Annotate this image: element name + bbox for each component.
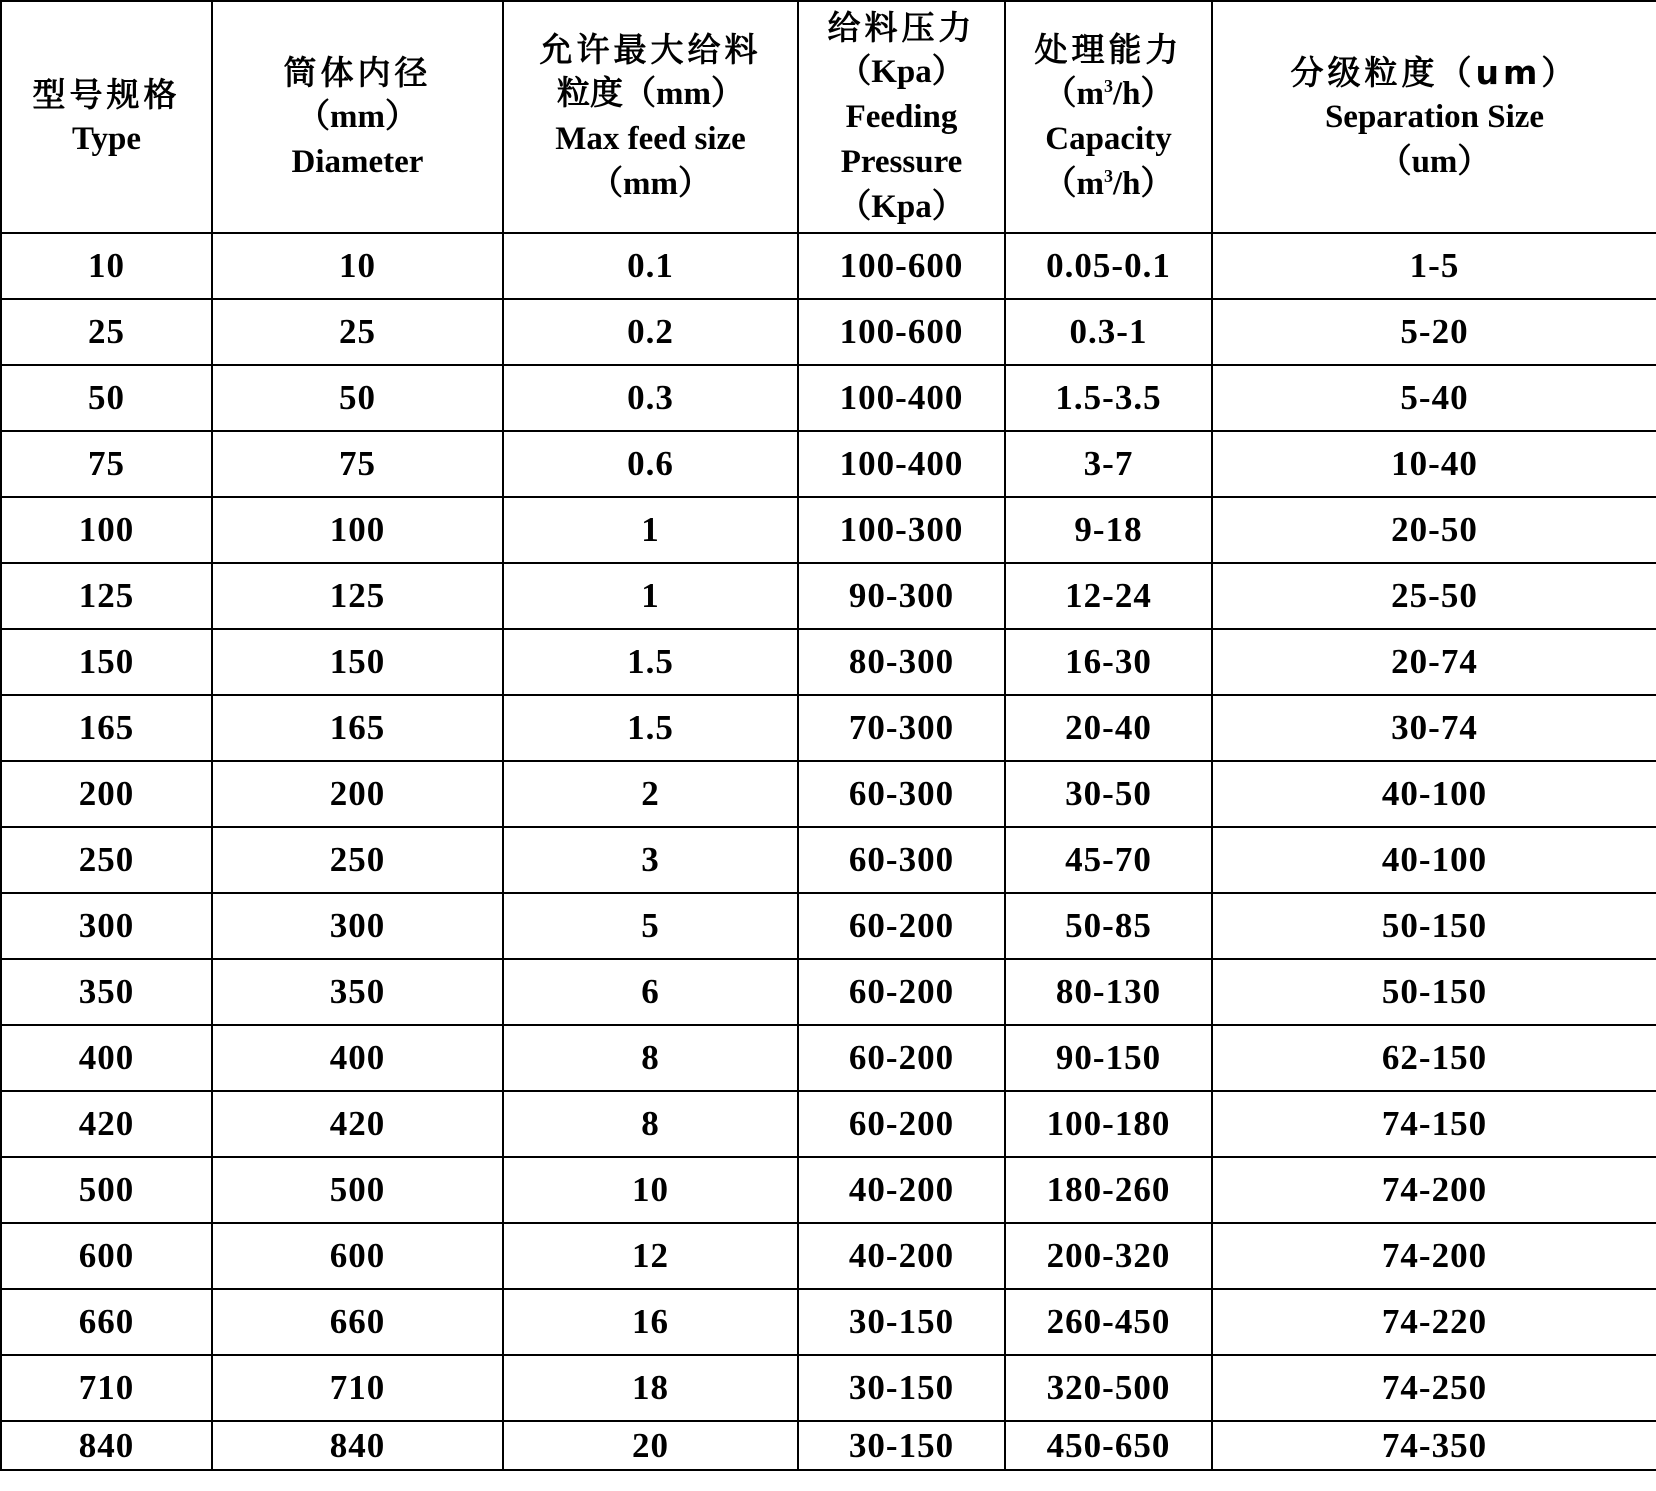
header-type: [1, 1, 212, 233]
cell-capacity: 0.05-0.1: [1005, 233, 1212, 299]
cell-type: 300: [1, 893, 212, 959]
cell-pressure: 60-200: [798, 1091, 1005, 1157]
header-type-zh: 型号规格: [32, 75, 181, 114]
cell-separation: 10-40: [1212, 431, 1656, 497]
cell-separation: 50-150: [1212, 893, 1656, 959]
cell-pressure: 30-150: [798, 1421, 1005, 1470]
header-row: [1, 1, 1656, 233]
cell-diameter: 150: [212, 629, 503, 695]
cell-diameter: 400: [212, 1025, 503, 1091]
cell-capacity: 320-500: [1005, 1355, 1212, 1421]
cell-separation: 74-250: [1212, 1355, 1656, 1421]
table-row: [1, 1223, 1656, 1289]
cell-diameter: 420: [212, 1091, 503, 1157]
cell-capacity: 180-260: [1005, 1157, 1212, 1223]
header-diameter: [212, 1, 503, 233]
table-body: [1, 233, 1656, 1470]
capacity-unit-pre-2: （m: [1043, 166, 1104, 202]
cell-pressure: 100-600: [798, 299, 1005, 365]
cell-type: 125: [1, 563, 212, 629]
cell-max-feed: 1: [503, 497, 798, 563]
cell-diameter: 500: [212, 1157, 503, 1223]
header-diameter-unit: （mm）: [297, 98, 418, 135]
table-row: [1, 827, 1656, 893]
cell-capacity: 200-320: [1005, 1223, 1212, 1289]
capacity-unit-pre: （m: [1043, 76, 1104, 112]
cell-pressure: 100-300: [798, 497, 1005, 563]
table-row: [1, 629, 1656, 695]
header-diameter-zh: 筒体内径: [283, 52, 432, 92]
cell-max-feed: 0.1: [503, 233, 798, 299]
cell-type: 400: [1, 1025, 212, 1091]
cell-separation: 25-50: [1212, 563, 1656, 629]
header-max-feed-unit: （mm）: [590, 166, 711, 202]
header-max-feed: [503, 1, 798, 233]
cell-pressure: 100-400: [798, 365, 1005, 431]
cell-capacity: 16-30: [1005, 629, 1212, 695]
header-pressure-unit: （Kpa）: [838, 53, 965, 90]
cell-diameter: 840: [212, 1421, 503, 1470]
table-row: [1, 1025, 1656, 1091]
header-pressure-unit2: （Kpa）: [838, 188, 965, 225]
cell-separation: 5-40: [1212, 365, 1656, 431]
table-row: [1, 893, 1656, 959]
table-row: [1, 761, 1656, 827]
cell-max-feed: 18: [503, 1355, 798, 1421]
cell-separation: 74-220: [1212, 1289, 1656, 1355]
header-separation-en: Separation Size: [1324, 98, 1545, 135]
header-capacity-en: Capacity: [1045, 121, 1172, 157]
header-pressure-en2: Pressure: [840, 143, 963, 180]
cell-separation: 30-74: [1212, 695, 1656, 761]
table-row: [1, 1091, 1656, 1157]
cell-diameter: 250: [212, 827, 503, 893]
cell-pressure: 60-200: [798, 1025, 1005, 1091]
table-row: [1, 233, 1656, 299]
header-type-en: Type: [71, 121, 142, 157]
cell-type: 840: [1, 1421, 212, 1470]
cell-pressure: 100-400: [798, 431, 1005, 497]
cell-capacity: 20-40: [1005, 695, 1212, 761]
cell-pressure: 30-150: [798, 1289, 1005, 1355]
cell-type: 250: [1, 827, 212, 893]
cell-pressure: 100-600: [798, 233, 1005, 299]
cell-max-feed: 0.2: [503, 299, 798, 365]
cell-pressure: 60-200: [798, 959, 1005, 1025]
cell-pressure: 90-300: [798, 563, 1005, 629]
cell-max-feed: 8: [503, 1025, 798, 1091]
capacity-unit-post-2: /h）: [1112, 166, 1174, 202]
cell-separation: 74-150: [1212, 1091, 1656, 1157]
cell-diameter: 300: [212, 893, 503, 959]
cell-type: 25: [1, 299, 212, 365]
cell-type: 10: [1, 233, 212, 299]
cell-diameter: 600: [212, 1223, 503, 1289]
table-row: [1, 1355, 1656, 1421]
cell-max-feed: 16: [503, 1289, 798, 1355]
cell-type: 75: [1, 431, 212, 497]
cell-max-feed: 0.6: [503, 431, 798, 497]
cell-capacity: 3-7: [1005, 431, 1212, 497]
cell-pressure: 70-300: [798, 695, 1005, 761]
header-diameter-en: Diameter: [291, 143, 424, 180]
cell-capacity: 30-50: [1005, 761, 1212, 827]
header-max-feed-zh: 允许最大给料: [539, 30, 762, 69]
cell-max-feed: 6: [503, 959, 798, 1025]
cell-diameter: 200: [212, 761, 503, 827]
cell-capacity: 80-130: [1005, 959, 1212, 1025]
cell-pressure: 30-150: [798, 1355, 1005, 1421]
cell-capacity: 450-650: [1005, 1421, 1212, 1470]
cell-separation: 74-200: [1212, 1223, 1656, 1289]
table-row: [1, 365, 1656, 431]
cell-pressure: 40-200: [798, 1223, 1005, 1289]
cell-diameter: 100: [212, 497, 503, 563]
header-capacity: [1005, 1, 1212, 233]
table-row: [1, 497, 1656, 563]
header-capacity-unit: [1006, 72, 1211, 117]
capacity-unit-sup-2: 3: [1103, 166, 1113, 186]
header-separation-zh: 分级粒度（um）: [1290, 52, 1579, 92]
cell-capacity: 50-85: [1005, 893, 1212, 959]
cell-type: 100: [1, 497, 212, 563]
cell-type: 50: [1, 365, 212, 431]
table-row: [1, 563, 1656, 629]
cell-diameter: 75: [212, 431, 503, 497]
cell-type: 200: [1, 761, 212, 827]
table-row: [1, 1289, 1656, 1355]
cell-max-feed: 5: [503, 893, 798, 959]
cell-separation: 20-50: [1212, 497, 1656, 563]
cell-diameter: 50: [212, 365, 503, 431]
table-row: [1, 695, 1656, 761]
cell-type: 165: [1, 695, 212, 761]
cell-diameter: 660: [212, 1289, 503, 1355]
cell-type: 420: [1, 1091, 212, 1157]
cell-max-feed: 10: [503, 1157, 798, 1223]
cell-diameter: 10: [212, 233, 503, 299]
cell-separation: 74-200: [1212, 1157, 1656, 1223]
cell-capacity: 90-150: [1005, 1025, 1212, 1091]
header-pressure-zh: 给料压力: [827, 7, 976, 47]
cell-separation: 1-5: [1212, 233, 1656, 299]
cell-type: 350: [1, 959, 212, 1025]
header-feeding-pressure: [798, 1, 1005, 233]
cell-max-feed: 20: [503, 1421, 798, 1470]
cell-max-feed: 0.3: [503, 365, 798, 431]
cell-type: 500: [1, 1157, 212, 1223]
cell-separation: 5-20: [1212, 299, 1656, 365]
cell-separation: 50-150: [1212, 959, 1656, 1025]
header-pressure-en: Feeding: [845, 98, 958, 135]
header-max-feed-en: Max feed size: [555, 121, 746, 157]
cell-max-feed: 1.5: [503, 629, 798, 695]
cell-pressure: 80-300: [798, 629, 1005, 695]
capacity-unit-sup: 3: [1103, 76, 1113, 96]
cell-separation: 40-100: [1212, 761, 1656, 827]
table-row: [1, 299, 1656, 365]
cell-pressure: 60-300: [798, 761, 1005, 827]
cell-max-feed: 12: [503, 1223, 798, 1289]
cell-max-feed: 8: [503, 1091, 798, 1157]
cell-type: 150: [1, 629, 212, 695]
cell-separation: 20-74: [1212, 629, 1656, 695]
header-capacity-zh: 处理能力: [1034, 30, 1183, 69]
cell-capacity: 0.3-1: [1005, 299, 1212, 365]
cell-type: 710: [1, 1355, 212, 1421]
cell-separation: 74-350: [1212, 1421, 1656, 1470]
cell-diameter: 165: [212, 695, 503, 761]
cell-separation: 62-150: [1212, 1025, 1656, 1091]
cell-diameter: 125: [212, 563, 503, 629]
cell-pressure: 60-300: [798, 827, 1005, 893]
capacity-unit-post: /h）: [1112, 76, 1174, 112]
cell-diameter: 350: [212, 959, 503, 1025]
cell-capacity: 260-450: [1005, 1289, 1212, 1355]
cell-pressure: 40-200: [798, 1157, 1005, 1223]
cell-max-feed: 3: [503, 827, 798, 893]
cell-diameter: 710: [212, 1355, 503, 1421]
header-capacity-unit-2: [1006, 162, 1211, 207]
cell-pressure: 60-200: [798, 893, 1005, 959]
cell-capacity: 45-70: [1005, 827, 1212, 893]
header-separation-size: [1212, 1, 1656, 233]
cell-max-feed: 1: [503, 563, 798, 629]
cell-type: 600: [1, 1223, 212, 1289]
cell-type: 660: [1, 1289, 212, 1355]
cell-capacity: 12-24: [1005, 563, 1212, 629]
cell-capacity: 100-180: [1005, 1091, 1212, 1157]
cell-max-feed: 2: [503, 761, 798, 827]
cell-diameter: 25: [212, 299, 503, 365]
header-max-feed-zh2: 粒度（mm）: [557, 76, 744, 112]
cell-max-feed: 1.5: [503, 695, 798, 761]
table-row: [1, 1421, 1656, 1470]
table-row: [1, 431, 1656, 497]
cell-capacity: 1.5-3.5: [1005, 365, 1212, 431]
table-row: [1, 1157, 1656, 1223]
cell-separation: 40-100: [1212, 827, 1656, 893]
table-row: [1, 959, 1656, 1025]
cell-capacity: 9-18: [1005, 497, 1212, 563]
header-separation-unit: （um）: [1378, 143, 1491, 180]
